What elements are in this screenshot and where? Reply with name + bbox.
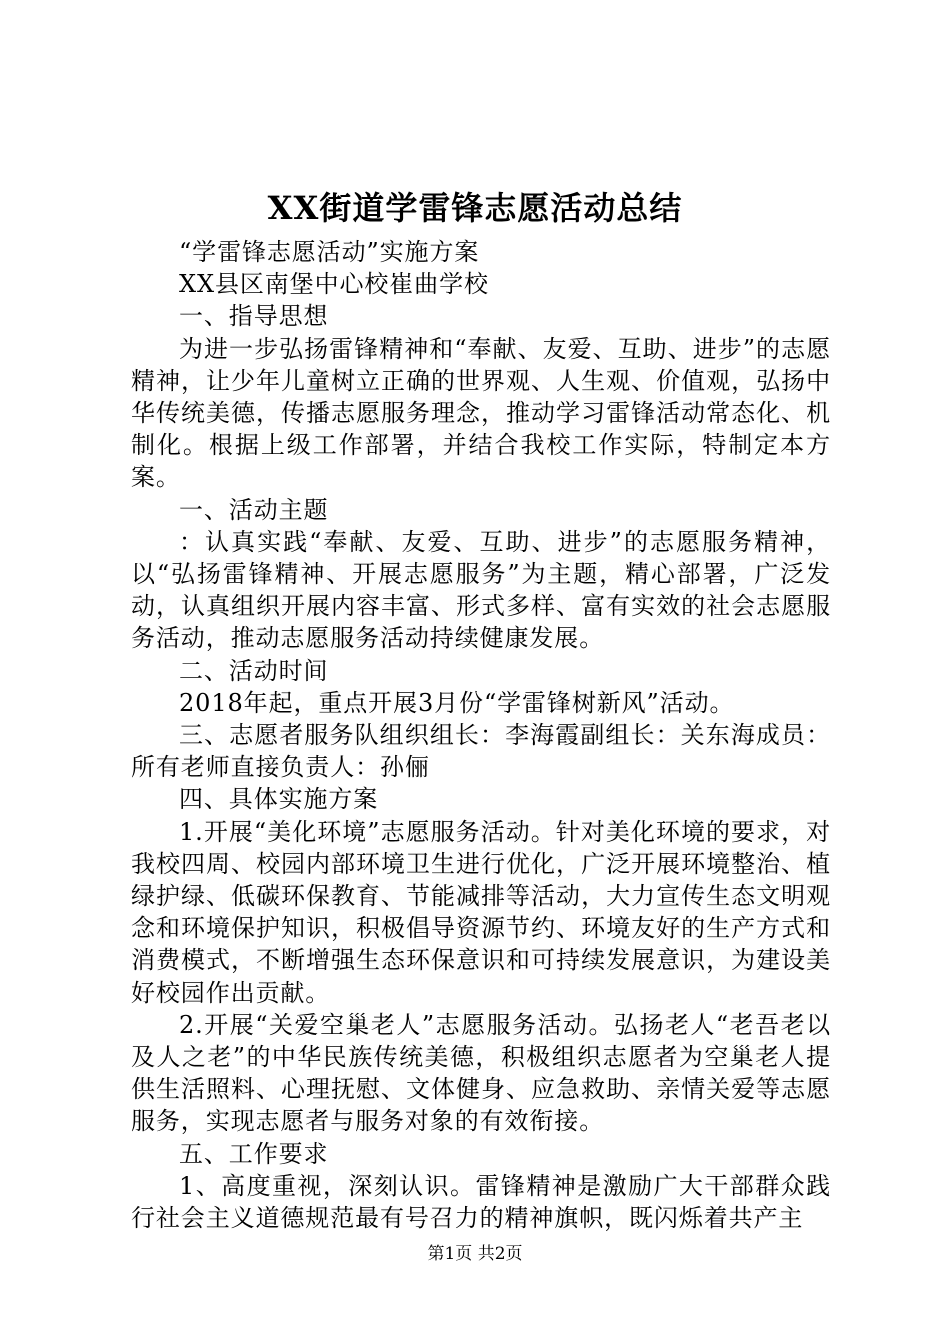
section-heading-activity-theme: 一、活动主题: [179, 495, 329, 524]
document-title: XX街道学雷锋志愿活动总结: [267, 189, 683, 227]
paragraph-care-elderly: 2.开展“关爱空巢老人”志愿服务活动。弘扬老人“老吾老以及人之老”的中华民族传统美德，积极组织志愿者为空巢老人提供生活照料、心理抚慰、文体健身、应急救助、亲情关爱等志愿服务，实现志愿者与服务对象的有效衔接。: [131, 1010, 831, 1136]
section-heading-activity-time: 二、活动时间: [179, 656, 329, 685]
page-number-footer: 第1页 共2页: [427, 1244, 523, 1264]
paragraph-activity-time: 2018年起，重点开展3月份“学雷锋树新风”活动。: [179, 688, 735, 717]
section-heading-guiding-thought: 一、指导思想: [179, 302, 329, 331]
paragraph-volunteer-team: 三、志愿者服务队组织组长：李海霞副组长：关东海成员：所有老师直接负责人：孙俪: [131, 721, 831, 782]
paragraph-activity-theme: ：认真实践“奉献、友爱、互助、进步”的志愿服务精神，以“弘扬雷锋精神、开展志愿服务”为主题，精心部署，广泛发动，认真组织开展内容丰富、形式多样、富有实效的社会志愿服务活动，推动志愿服务活动持续健康发展。: [131, 527, 831, 653]
paragraph-beautify-environment: 1.开展“美化环境”志愿服务活动。针对美化环境的要求，对我校四周、校园内部环境卫生进行优化，广泛开展环境整治、植绿护绿、低碳环保教育、节能减排等活动，大力宣传生态文明观念和环境保护知识，积极倡导资源节约、环境友好的生产方式和消费模式，不断增强生态环保意识和可持续发展意识，为建设美好校园作出贡献。: [131, 817, 831, 1007]
paragraph-guiding-thought: 为进一步弘扬雷锋精神和“奉献、友爱、互助、进步”的志愿精神，让少年儿童树立正确的世界观、人生观、价值观，弘扬中华传统美德，传播志愿服务理念，推动学习雷锋活动常态化、机制化。根据上级工作部署，并结合我校工作实际，特制定本方案。: [131, 334, 831, 492]
document-body: [131, 236, 831, 1234]
paragraph-high-attention: 1、高度重视，深刻认识。雷锋精神是激励广大干部群众践行社会主义道德规范最有号召力的精神旗帜，既闪烁着共产主: [131, 1171, 831, 1233]
section-heading-implementation: 四、具体实施方案: [179, 785, 379, 814]
paragraph-school-name: XX县区南堡中心校崔曲学校: [179, 270, 489, 299]
section-heading-work-requirements: 五、工作要求: [179, 1139, 329, 1168]
paragraph-plan-heading: “学雷锋志愿活动”实施方案: [179, 238, 480, 266]
